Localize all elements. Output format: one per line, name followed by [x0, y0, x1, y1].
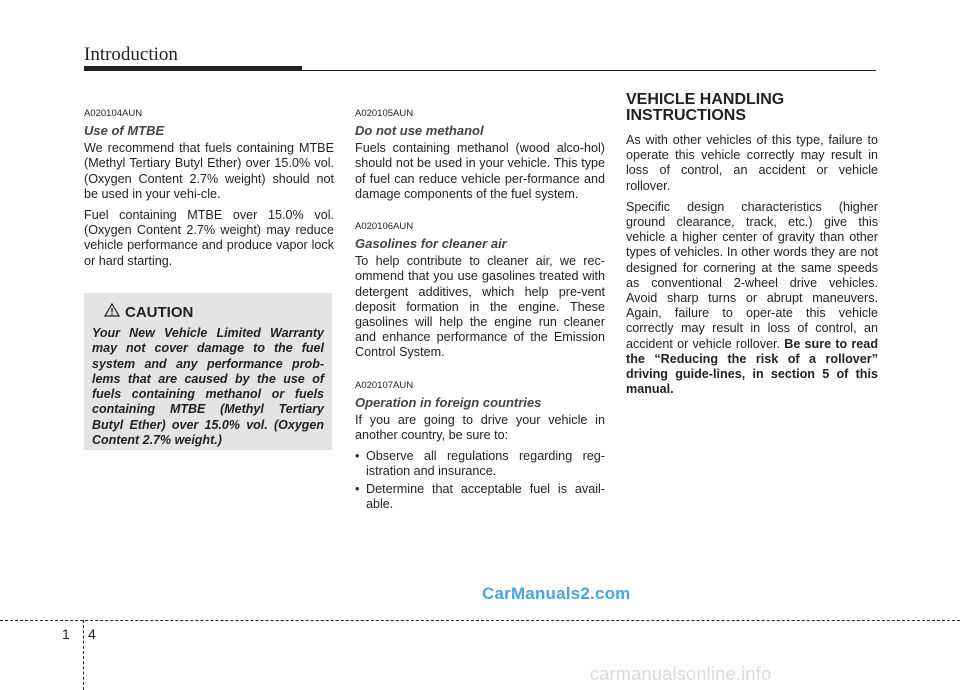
rollover-guidelines-note: Be sure to read the “Reducing the risk of a rollover” driving guide-lines, in section 5 of this manual.: [626, 336, 879, 397]
footer-divider: [83, 620, 84, 690]
section-title-vehicle-handling: [626, 92, 878, 124]
section-heading-mtbe: Use of MTBE: [84, 123, 165, 138]
section-code: A020105AUN: [355, 108, 414, 119]
column-left: [84, 108, 334, 275]
paragraph-handling-2: [626, 200, 878, 398]
site-watermark: carmanualsonline.info: [590, 664, 772, 684]
footer-chapter-number: 1: [62, 626, 70, 642]
carmanuals-watermark: CarManuals2.com: [482, 584, 631, 603]
header-rule-thick: [84, 66, 302, 71]
page-header-title: Introduction: [84, 44, 178, 65]
paragraph-methanol: Fuels containing methanol (wood alco-hol) should not be used in your vehicle. This type of fuel can reduce vehicle per-formance and damage components of the fuel system.: [355, 141, 605, 201]
section-heading-foreign-countries: Operation in foreign countries: [355, 394, 542, 410]
paragraph-handling-1: As with other vehicles of this type, failure to operate this vehicle correctly may result in loss of control, an accident or vehicle rollover.: [626, 133, 878, 193]
section-code: A020104AUN: [84, 108, 143, 119]
paragraph-handling-2-text: Specific design characteristics (higher ground clearance, track, etc.) give this vehicle a higher center of gravity than other types of vehicles. In other words they are not designed for cornering at the same speeds as conventional 2-wheel drive vehicles. Avoid sharp turns or abrupt maneuvers. Again, failure to oper-ate this vehicle correctly may result in loss of control, an accident or vehicle rollover.: [626, 199, 878, 351]
caution-box: [84, 293, 332, 450]
paragraph-foreign-countries: If you are going to drive your vehicle in another country, be sure to:: [355, 412, 605, 443]
footer-page-number: 4: [88, 626, 96, 642]
section-heading-cleaner-air: Gasolines for cleaner air: [355, 236, 507, 252]
warning-triangle-icon: [104, 303, 120, 322]
paragraph-mtbe-1: We recommend that fuels containing MTBE (Methyl Tertiary Butyl Ether) over 15.0% vol. (Oxygen Content 2.7% weight) should not be used in your vehi-cle.: [84, 141, 334, 201]
section-code: A020107AUN: [355, 379, 414, 391]
section-title-line-1: VEHICLE HANDLING: [626, 91, 785, 108]
caution-header: [92, 303, 324, 322]
caution-title: CAUTION: [125, 304, 194, 321]
column-right: [626, 91, 879, 403]
caution-text: Your New Vehicle Limited Warranty may not cover damage to the fuel system and any performance prob-lems that are caused by the use of fuels containing methanol or fuels containing MTBE (Methyl Tertiary Butyl Ether) over 15.0% vol. (Oxygen Content 2.7% weight.): [92, 326, 324, 448]
footer-rule: [0, 620, 960, 621]
paragraph-cleaner-air: To help contribute to cleaner air, we rec-ommend that you use gasolines treated with detergent additives, which help pre-vent deposit formation in the engine. These gasolines will help the engine run cleaner and enhance performance of the Emission Control System.: [355, 254, 605, 360]
section-code: A020106AUN: [355, 221, 414, 233]
paragraph-mtbe-2: Fuel containing MTBE over 15.0% vol. (Oxygen Content 2.7% weight) may reduce vehicle performance and produce vapor lock or hard starting.: [84, 208, 334, 268]
column-middle: [355, 108, 605, 514]
header-rule-thin: [300, 70, 876, 71]
list-item: • Determine that acceptable fuel is avail-able.: [355, 482, 605, 512]
section-title-line-2: INSTRUCTIONS: [626, 107, 746, 124]
list-item: • Observe all regulations regarding reg-istration and insurance.: [355, 449, 605, 479]
bullet-list: [355, 449, 605, 512]
section-heading-methanol: Do not use methanol: [355, 123, 484, 138]
